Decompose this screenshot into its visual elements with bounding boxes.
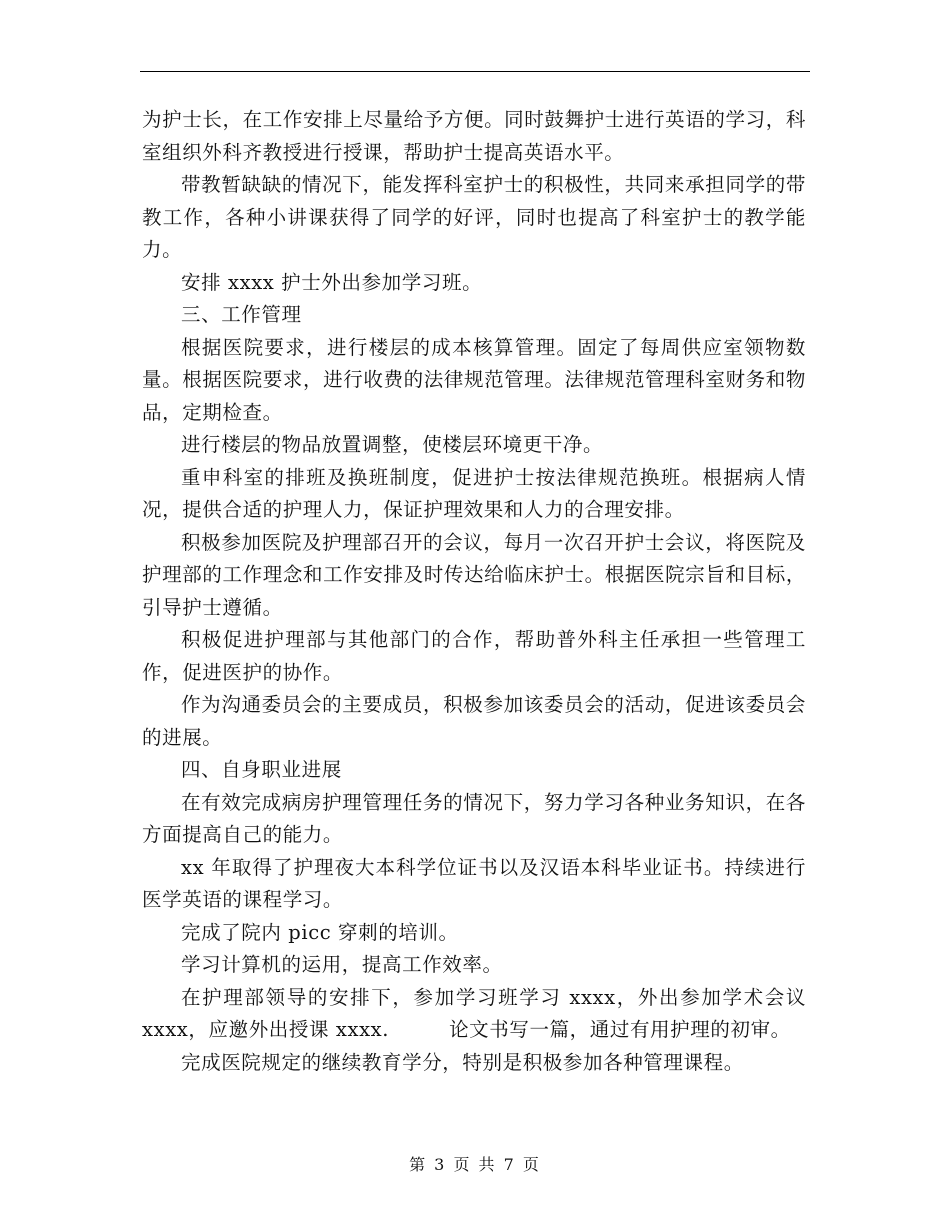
page-footer: 第 3 页 共 7 页	[409, 1155, 541, 1174]
paragraph-16-part2: 论文书写一篇，通过有用护理的初审。	[449, 1018, 791, 1041]
paragraph-16	[142, 982, 806, 1047]
paragraph-13: xx 年取得了护理夜大本科学位证书以及汉语本科毕业证书。持续进行医学英语的课程学习。	[142, 855, 806, 911]
section-heading-3: 三、工作管理	[181, 303, 302, 326]
header-rule	[140, 71, 810, 72]
paragraph-1: 为护士长，在工作安排上尽量给予方便。同时鼓舞护士进行英语的学习，科室组织外科齐教授进行授课，帮助护士提高英语水平。	[142, 108, 806, 164]
paragraph-5: 根据医院要求，进行楼层的成本核算管理。固定了每周供应室领物数量。根据医院要求，进行收费的法律规范管理。法律规范管理科室财务和物品，定期检查。	[142, 335, 806, 424]
paragraph-9: 积极促进护理部与其他部门的合作，帮助普外科主任承担一些管理工作，促进医护的协作。	[142, 628, 806, 684]
document-body	[142, 104, 806, 1079]
paragraph-6: 进行楼层的物品放置调整，使楼层环境更干净。	[181, 433, 604, 456]
paragraph-14: 完成了院内 picc 穿刺的培训。	[181, 920, 459, 944]
section-heading-4: 四、自身职业进展	[181, 758, 342, 781]
paragraph-17: 完成医院规定的继续教育学分，特别是积极参加各种管理课程。	[181, 1050, 744, 1074]
paragraph-3: 安排 xxxx 护士外出参加学习班。	[181, 270, 483, 294]
paragraph-2: 带教暂缺缺的情况下，能发挥科室护士的积极性，共同来承担同学的带教工作，各种小讲课获得了同学的好评，同时也提高了科室护士的教学能力。	[142, 173, 806, 261]
paragraph-8: 积极参加医院及护理部召开的会议，每月一次召开护士会议，将医院及护理部的工作理念和工作安排及时传达给临床护士。根据医院宗旨和目标，引导护士遵循。	[142, 530, 806, 619]
paragraph-16-part1: 在护理部领导的安排下，参加学习班学习 xxxx，外出参加学术会议 xxxx，应邀外出授课 xxxx.	[142, 985, 806, 1041]
paragraph-10: 作为沟通委员会的主要成员，积极参加该委员会的活动，促进该委员会的进展。	[142, 693, 806, 749]
paragraph-7: 重申科室的排班及换班制度，促进护士按法律规范换班。根据病人情况，提供合适的护理人力，保证护理效果和人力的合理安排。	[142, 465, 806, 521]
paragraph-12: 在有效完成病房护理管理任务的情况下，努力学习各种业务知识，在各方面提高自己的能力。	[142, 790, 806, 846]
paragraph-15: 学习计算机的运用，提高工作效率。	[181, 953, 503, 976]
